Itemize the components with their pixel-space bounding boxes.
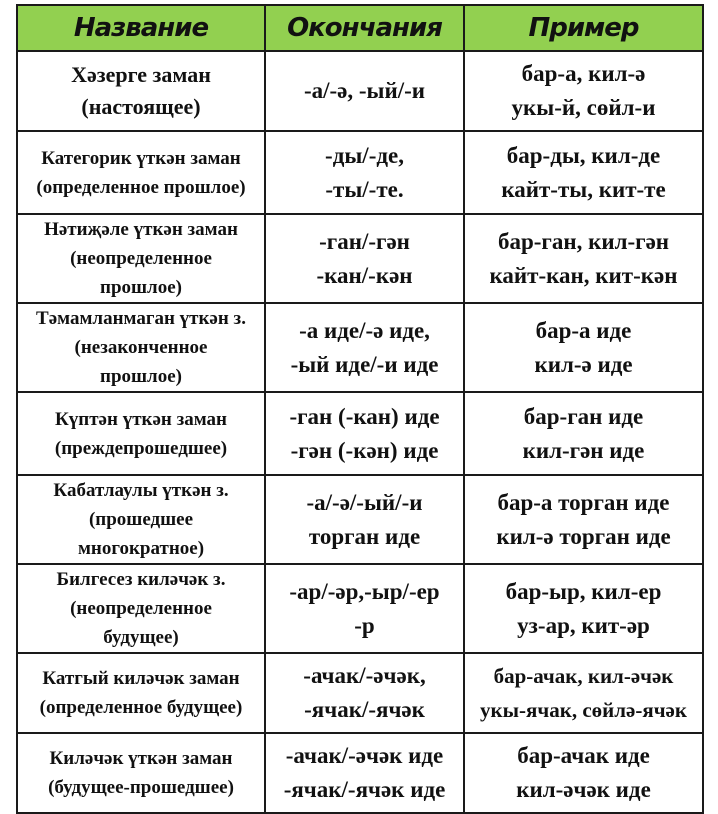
endings-cell [265,475,464,564]
tense-name-line: Күптән үткән заман [55,408,227,430]
endings-line: -ты/-те. [325,176,404,202]
tense-name-line: (неопределенное [70,248,212,269]
table-row [17,653,703,733]
endings-cell [265,392,464,475]
endings-line: -ды/-де, [325,142,404,168]
example-cell [464,392,703,475]
table-row [17,51,703,131]
table-row [17,564,703,653]
example-line: бар-а торган иде [497,489,670,515]
tense-name-cell [17,392,265,475]
header-name: Название [17,5,265,51]
endings-cell [265,214,464,303]
tense-name-line: (преждепрошедшее) [54,437,228,459]
tense-name-cell [17,51,265,131]
endings-line: -ган/-гән [319,228,410,254]
example-line: бар-ачак иде [517,743,650,768]
endings-line: -ячак/-ячәк иде [283,777,446,802]
example-line: укы-ячак, сөйлә-ячәк [480,698,687,722]
endings-cell [265,653,464,733]
header-example: Пример [464,5,703,51]
tense-name-line: прошлое) [100,366,182,387]
endings-line: -а/-ә/-ый/-и [306,489,423,515]
endings-cell [265,733,464,813]
tense-name-cell [17,303,265,392]
endings-line: -ый иде/-и иде [290,351,439,377]
tense-name-line: (будущее-прошедшее) [48,777,234,798]
tense-name-line: Хәзерге заман [71,62,211,87]
example-cell [464,653,703,733]
table-row [17,475,703,564]
tense-name-line: (определенное прошлое) [36,176,246,198]
example-cell [464,131,703,214]
tense-name-line: (неопределенное [70,598,212,619]
example-line: кайт-ты, кит-те [501,176,666,202]
header-row [17,5,703,51]
example-line: кил-гән иде [522,437,645,463]
example-line: бар-а, кил-ә [521,61,646,86]
tense-name-line: (незаконченное [74,337,208,358]
example-line: бар-ган иде [523,403,644,429]
example-line: бар-ыр, кил-ер [505,578,662,604]
tense-name-line: Тәмамланмаган үткән з. [36,308,246,329]
example-line: бар-а иде [535,317,632,343]
endings-line: -ячак/-ячәк [304,697,425,722]
tense-name-line: Билгесез киләчәк з. [56,569,226,590]
endings-line: -р [354,612,375,638]
tense-name-line: Киләчәк үткән заман [49,748,233,769]
endings-cell [265,51,464,131]
tense-name-line: Нәтиҗәле үткән заман [44,219,238,240]
endings-line: -ар/-әр,-ыр/-ер [289,578,440,604]
table-row [17,733,703,813]
example-line: кайт-кан, кит-кән [489,262,678,288]
tense-name-line: будущее) [103,627,179,648]
example-line: бар-ган, кил-гән [497,228,670,254]
table-row [17,303,703,392]
endings-line: -ачак/-әчәк иде [285,743,444,768]
tense-name-cell [17,214,265,303]
tense-name-cell [17,131,265,214]
tense-name-cell [17,733,265,813]
example-cell [464,51,703,131]
example-line: кил-ә торган иде [496,523,671,549]
example-line: бар-ачак, кил-әчәк [493,664,674,688]
tense-name-line: (определенное будущее) [39,697,243,718]
tense-name-line: (прошедшее [88,509,194,530]
example-line: кил-ә иде [534,351,633,377]
example-cell [464,303,703,392]
example-cell [464,214,703,303]
endings-cell [265,564,464,653]
table-row [17,131,703,214]
example-line: уз-ар, кит-әр [517,612,650,638]
example-line: кил-әчәк иде [516,777,651,802]
endings-cell [265,131,464,214]
tense-name-line: (настоящее) [81,94,201,119]
endings-line: -а иде/-ә иде, [299,317,430,343]
example-cell [464,475,703,564]
endings-line: торган иде [308,523,421,549]
tense-name-line: многократное) [77,538,205,559]
endings-line: -а/-ә, -ый/-и [303,78,426,103]
table-row [17,214,703,303]
tense-name-cell [17,653,265,733]
endings-line: -кан/-кән [316,262,413,288]
tense-name-line: прошлое) [100,277,182,298]
example-line: укы-й, сөйл-и [511,95,656,120]
example-line: бар-ды, кил-де [506,142,661,168]
header-endings: Окончания [265,5,464,51]
endings-line: -ган (-кан) иде [289,403,440,429]
endings-cell [265,303,464,392]
endings-line: -гән (-кән) иде [290,437,439,463]
tense-name-cell [17,564,265,653]
tense-name-line: Кабатлаулы үткән з. [53,480,229,501]
example-cell [464,733,703,813]
table-row [17,392,703,475]
example-cell [464,564,703,653]
endings-line: -ачак/-әчәк, [303,663,426,688]
tense-name-line: Категорик үткән заман [41,147,241,169]
verb-tense-table [16,4,704,814]
tense-name-cell [17,475,265,564]
tense-name-line: Катгый киләчәк заман [42,668,240,689]
